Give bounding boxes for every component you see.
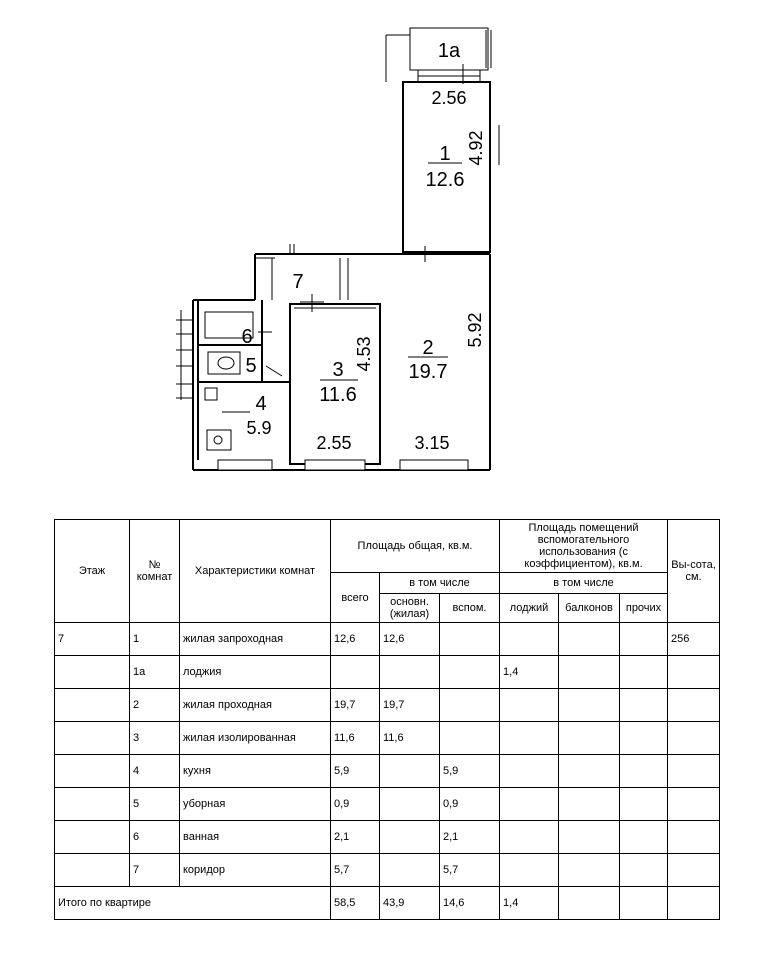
cell-room-no: 4 [130, 755, 180, 788]
cell-balcony [559, 755, 620, 788]
header-other: прочих [620, 594, 668, 623]
room-3-width: 2.55 [316, 433, 352, 453]
room-6-label: 6 [241, 326, 253, 348]
room-4-label: 4 [255, 393, 267, 415]
room-7-label: 7 [292, 271, 304, 293]
cell-room-no: 5 [130, 788, 180, 821]
header-total-area: Площадь общая, кв.м. [331, 520, 500, 573]
cell-height [668, 656, 720, 689]
header-balconies: балконов [559, 594, 620, 623]
explication-table [54, 519, 720, 920]
total-balcony [559, 887, 620, 920]
room-labels [241, 40, 486, 453]
cell-balcony [559, 689, 620, 722]
room-2-label: 2 [422, 337, 434, 359]
cell-loggia: 1,4 [500, 656, 559, 689]
table-row [55, 656, 720, 689]
total-label: Итого по квартире [55, 887, 331, 920]
cell-loggia [500, 788, 559, 821]
cell-floor [55, 854, 130, 887]
header-main: основн. (жилая) [380, 594, 440, 623]
cell-main: 12,6 [380, 623, 440, 656]
cell-other [620, 788, 668, 821]
room-4-area: 5.9 [246, 418, 272, 438]
cell-desc: жилая проходная [180, 689, 331, 722]
cell-balcony [559, 821, 620, 854]
cell-main: 19,7 [380, 689, 440, 722]
cell-floor [55, 755, 130, 788]
header-including-aux: в том числе [500, 573, 668, 594]
walls [176, 82, 499, 470]
cell-height [668, 755, 720, 788]
cell-main [380, 788, 440, 821]
cell-total: 0,9 [331, 788, 380, 821]
cell-desc: жилая запроходная [180, 623, 331, 656]
cell-aux [440, 656, 500, 689]
header-characteristics: Характеристики комнат [180, 520, 331, 623]
cell-main: 11,6 [380, 722, 440, 755]
cell-desc: кухня [180, 755, 331, 788]
cell-aux: 2,1 [440, 821, 500, 854]
cell-desc: ванная [180, 821, 331, 854]
header-all: всего [331, 573, 380, 623]
total-other [620, 887, 668, 920]
header-floor: Этаж [55, 520, 130, 623]
cell-other [620, 656, 668, 689]
total-total: 58,5 [331, 887, 380, 920]
cell-aux: 5,7 [440, 854, 500, 887]
cell-desc: коридор [180, 854, 331, 887]
cell-total: 11,6 [331, 722, 380, 755]
cell-other [620, 854, 668, 887]
cell-room-no: 3 [130, 722, 180, 755]
room-3-area: 11.6 [319, 384, 357, 406]
cell-height [668, 689, 720, 722]
room-1-label: 1 [439, 143, 451, 165]
cell-loggia [500, 689, 559, 722]
cell-floor [55, 821, 130, 854]
cell-desc: жилая изолированная [180, 722, 331, 755]
header-room-no: № комнат [130, 520, 180, 623]
room-1-area: 12.6 [425, 169, 465, 191]
cell-loggia [500, 722, 559, 755]
table-row [55, 755, 720, 788]
cell-desc: уборная [180, 788, 331, 821]
total-aux: 14,6 [440, 887, 500, 920]
header-height: Вы-сота, см. [668, 520, 720, 623]
cell-desc: лоджия [180, 656, 331, 689]
cell-loggia [500, 755, 559, 788]
cell-room-no: 1 [130, 623, 180, 656]
cell-aux [440, 722, 500, 755]
total-loggia: 1,4 [500, 887, 559, 920]
header-aux-area: Площадь помещений вспомогательного использования (с коэффициентом), кв.м. [500, 520, 668, 573]
cell-room-no: 7 [130, 854, 180, 887]
cell-aux: 0,9 [440, 788, 500, 821]
cell-aux [440, 623, 500, 656]
cell-other [620, 623, 668, 656]
cell-floor [55, 722, 130, 755]
cell-height [668, 854, 720, 887]
cell-balcony [559, 722, 620, 755]
cell-balcony [559, 656, 620, 689]
cell-total: 2,1 [331, 821, 380, 854]
cell-main [380, 755, 440, 788]
total-main: 43,9 [380, 887, 440, 920]
cell-height [668, 788, 720, 821]
cell-height [668, 722, 720, 755]
cell-loggia [500, 821, 559, 854]
cell-main [380, 854, 440, 887]
cell-loggia [500, 854, 559, 887]
cell-floor [55, 788, 130, 821]
top-mark: · · [112, 514, 121, 524]
table-row [55, 854, 720, 887]
room-2-width: 3.15 [414, 433, 450, 453]
cell-floor: 7 [55, 623, 130, 656]
cell-aux [440, 689, 500, 722]
table-row [55, 821, 720, 854]
room-1a-label: 1a [437, 40, 461, 62]
cell-height: 256 [668, 623, 720, 656]
cell-floor [55, 689, 130, 722]
cell-total: 19,7 [331, 689, 380, 722]
room-3-label: 3 [332, 359, 344, 381]
cell-aux: 5,9 [440, 755, 500, 788]
room-2-area: 19.7 [408, 361, 448, 383]
cell-room-no: 1а [130, 656, 180, 689]
cell-room-no: 2 [130, 689, 180, 722]
cell-balcony [559, 623, 620, 656]
header-including: в том числе [380, 573, 500, 594]
cell-total [331, 656, 380, 689]
header-aux: вспом. [440, 594, 500, 623]
room-1-length: 4.92 [466, 130, 486, 166]
cell-other [620, 689, 668, 722]
total-row [55, 887, 720, 920]
cell-loggia [500, 623, 559, 656]
total-height [668, 887, 720, 920]
cell-other [620, 755, 668, 788]
cell-balcony [559, 854, 620, 887]
room-1-width: 2.56 [431, 88, 467, 108]
cell-main [380, 821, 440, 854]
table-row [55, 689, 720, 722]
cell-balcony [559, 788, 620, 821]
cell-other [620, 821, 668, 854]
cell-main [380, 656, 440, 689]
room-2-length: 5.92 [465, 312, 485, 348]
table-row [55, 722, 720, 755]
cell-floor [55, 656, 130, 689]
room-5-label: 5 [245, 355, 257, 377]
cell-total: 5,7 [331, 854, 380, 887]
table-row [55, 788, 720, 821]
table-row [55, 623, 720, 656]
cell-room-no: 6 [130, 821, 180, 854]
cell-other [620, 722, 668, 755]
cell-total: 12,6 [331, 623, 380, 656]
cell-height [668, 821, 720, 854]
cell-total: 5,9 [331, 755, 380, 788]
room-3-length: 4.53 [354, 336, 374, 372]
header-loggias: лоджий [500, 594, 559, 623]
